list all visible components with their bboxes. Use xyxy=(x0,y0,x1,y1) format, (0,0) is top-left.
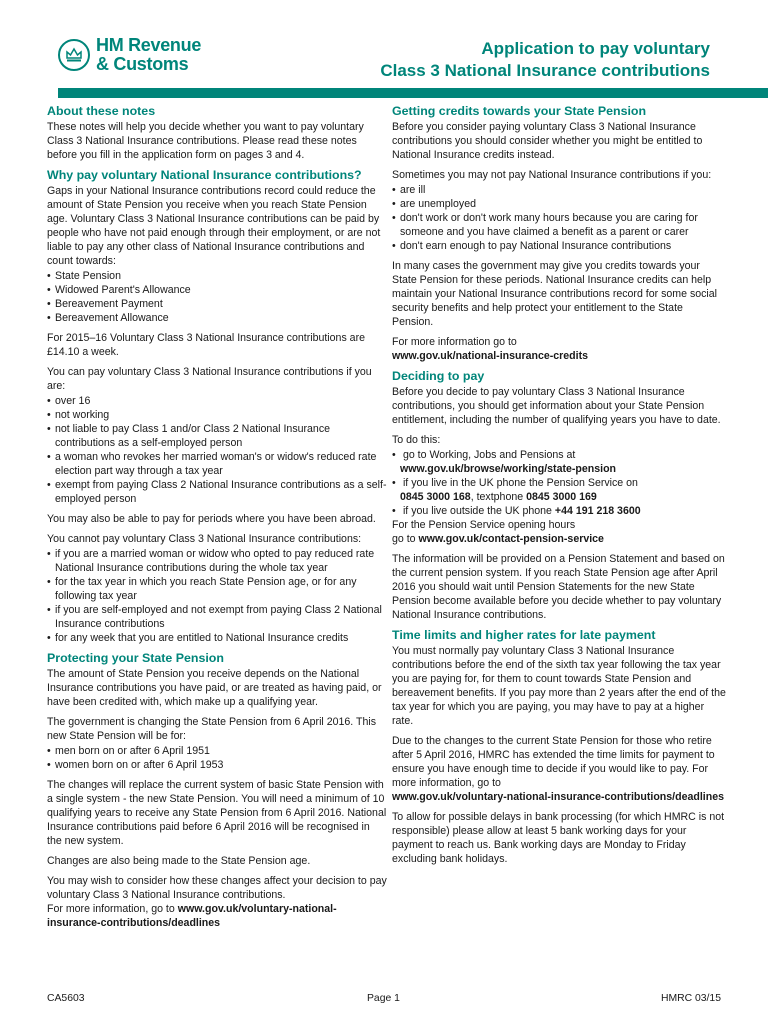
deciding-list xyxy=(392,448,727,518)
list-item: • Bereavement Payment xyxy=(47,297,387,311)
uk-phones xyxy=(400,490,727,504)
abroad-paragraph: You may also be able to pay for periods where you have been abroad. xyxy=(47,513,376,525)
cannot-pay-paragraph: You cannot pay voluntary Class 3 National Insurance contributions: xyxy=(47,533,362,545)
protect-paragraph: The amount of State Pension you receive depends on the National Insurance contributions you have paid, or are treated as having paid, or have been credited with, which make up a qualifying year. xyxy=(47,668,382,708)
list-item: • Bereavement Allowance xyxy=(47,311,387,325)
logo-text xyxy=(96,36,201,74)
uk-text: if you live in the UK phone the Pension Service on xyxy=(402,477,638,489)
list-item: • are ill xyxy=(392,183,727,197)
why-list xyxy=(47,269,387,325)
list-item xyxy=(392,504,727,518)
right-column xyxy=(392,104,727,872)
left-column xyxy=(47,104,387,930)
deciding-heading: Deciding to pay xyxy=(392,369,485,383)
credits-more-info xyxy=(392,335,727,363)
time-text: Due to the changes to the current State Pension for those who retire after 5 April 2016, HMRC has extended the time limits for payment to ensure you have enough time to decide if you would like to pay. For more information, go to xyxy=(392,735,715,789)
list-item: • not liable to pay Class 1 and/or Class 2 National Insurance contributions as a self-employed person xyxy=(47,422,387,450)
replace-paragraph: The changes will replace the current system of basic State Pension with a single system - the new State Pension. You will need a minimum of 10 qualifying years to receive any State Pension from 6 April 2016. National Insurance contributions paid before 6 April 2016 will be recognised in the new system. xyxy=(47,779,387,847)
time-deadlines-link[interactable]: www.gov.uk/voluntary-national-insurance-contributions/deadlines xyxy=(392,791,724,803)
time-heading: Time limits and higher rates for late payment xyxy=(392,628,656,642)
change-list xyxy=(47,744,387,772)
list-item: • over 16 xyxy=(47,394,387,408)
deadlines-link[interactable]: www.gov.uk/voluntary-national-insurance-contributions/deadlines xyxy=(47,903,337,929)
abroad-phone: +44 191 218 3600 xyxy=(554,505,641,517)
list-item xyxy=(392,448,727,476)
list-item: • exempt from paying Class 2 National Insurance contributions as a self-employed person xyxy=(47,478,387,506)
list-item: • State Pension xyxy=(47,269,387,283)
more-info-text: For more information, go to xyxy=(47,903,178,915)
go-text: go to Working, Jobs and Pensions at xyxy=(402,449,576,461)
list-item: • for any week that you are entitled to National Insurance credits xyxy=(47,631,387,645)
cannot-pay-list xyxy=(47,547,387,645)
why-heading: Why pay voluntary National Insurance contributions? xyxy=(47,168,362,182)
consider-paragraph xyxy=(47,874,387,930)
hours-go: go to xyxy=(392,533,419,545)
title-line1: Application to pay voluntary xyxy=(481,39,710,58)
credits-paragraph-3: In many cases the government may give you credits towards your State Pension for these periods. National Insurance credits can help maintain your National Insurance contributions record for some social security benefits and help protect your entitlement to the State Pension. xyxy=(392,260,718,328)
uk-textphone: 0845 3000 169 xyxy=(526,491,597,503)
header-rule xyxy=(58,88,768,98)
list-item: • Widowed Parent's Allowance xyxy=(47,283,387,297)
list-item: • if you are self-employed and not exempt from paying Class 2 National Insurance contributions xyxy=(47,603,387,631)
deciding-paragraph-1: Before you decide to pay voluntary Class 3 National Insurance contributions, you should get information about your State Pension entitlement, including the number of qualifying years you have to date. xyxy=(392,386,721,426)
can-pay-list xyxy=(47,394,387,506)
change-paragraph: The government is changing the State Pension from 6 April 2016. This new State Pension will be for: xyxy=(47,716,376,742)
list-item: • women born on or after 6 April 1953 xyxy=(47,758,387,772)
time-paragraph-1: You must normally pay voluntary Class 3 National Insurance contributions before the end of the sixth tax year following the tax year you are paying for, for them to count towards State Pension and bereavement benefits. If you pay more than 2 years after the end of the tax year for which you are paying, you may have to pay at a higher rate. xyxy=(392,645,726,727)
list-item xyxy=(392,476,727,504)
hours-paragraph xyxy=(392,518,727,546)
logo-line2: & Customs xyxy=(96,54,189,74)
about-heading: About these notes xyxy=(47,104,156,118)
credits-list xyxy=(392,183,727,253)
title-line2: Class 3 National Insurance contributions xyxy=(380,61,710,80)
state-pension-link[interactable]: www.gov.uk/browse/working/state-pension xyxy=(400,463,617,475)
hours-text: For the Pension Service opening hours xyxy=(392,519,576,531)
time-paragraph-2 xyxy=(392,734,727,804)
list-item: • men born on or after 6 April 1951 xyxy=(47,744,387,758)
age-paragraph: Changes are also being made to the State Pension age. xyxy=(47,855,311,867)
protect-heading: Protecting your State Pension xyxy=(47,651,224,665)
contact-pension-link[interactable]: www.gov.uk/contact-pension-service xyxy=(418,533,604,545)
credits-heading: Getting credits towards your State Pension xyxy=(392,104,647,118)
footer-form-code: CA5603 xyxy=(47,993,85,1004)
list-item: • a woman who revokes her married woman's or widow's reduced rate election part way through a tax year xyxy=(47,450,387,478)
deciding-paragraph-2: The information will be provided on a Pension Statement and based on the current pension system. If you reach State Pension age after April 2016 you should wait until Pension Statements for the new State Pension become available before you decide whether to pay voluntary National Insurance contributions. xyxy=(392,553,725,621)
list-item: • if you are a married woman or widow who opted to pay reduced rate National Insurance contributions during the whole tax year xyxy=(47,547,387,575)
credits-more-text: For more information go to xyxy=(392,336,517,348)
abroad-text: if you live outside the UK phone xyxy=(402,505,555,517)
credits-link[interactable]: www.gov.uk/national-insurance-credits xyxy=(392,350,589,362)
list-item: • not working xyxy=(47,408,387,422)
why-paragraph: Gaps in your National Insurance contributions record could reduce the amount of State Pension you receive when you reach State Pension age. Voluntary Class 3 National Insurance contributions can be paid by people who have not paid enough through their employment, or are not liable to pay any other class of National Insurance contributions and count towards: xyxy=(47,185,381,267)
footer-version: HMRC 03/15 xyxy=(660,993,721,1004)
hmrc-logo xyxy=(58,36,201,74)
page-title xyxy=(380,38,710,82)
list-item: • don't earn enough to pay National Insurance contributions xyxy=(392,239,727,253)
crown-crest-icon xyxy=(58,39,90,71)
about-paragraph: These notes will help you decide whether you want to pay voluntary Class 3 National Insurance contributions. Please read these notes before you fill in the application form on pages 3 and 4. xyxy=(47,121,364,161)
time-paragraph-3: To allow for possible delays in bank processing (for which HMRC is not responsible) please allow at least 5 bank working days for your payment to reach us. Bank working days are Monday to Friday excluding bank holidays. xyxy=(392,811,725,865)
credits-paragraph-1: Before you consider paying voluntary Class 3 National Insurance contributions you should consider whether you might be entitled to National Insurance credits instead. xyxy=(392,121,703,161)
footer-page-number: Page 1 xyxy=(367,993,400,1004)
list-item: • don't work or don't work many hours because you are caring for someone and you have claimed a benefit as a parent or carer xyxy=(392,211,727,239)
rate-paragraph: For 2015–16 Voluntary Class 3 National Insurance contributions are £14.10 a week. xyxy=(47,332,365,358)
textphone-label: , textphone xyxy=(470,491,527,503)
uk-phone: 0845 3000 168 xyxy=(400,491,471,503)
list-item: • are unemployed xyxy=(392,197,727,211)
credits-paragraph-2: Sometimes you may not pay National Insurance contributions if you: xyxy=(392,169,712,181)
consider-text: You may wish to consider how these changes affect your decision to pay voluntary Class 3 National Insurance contributions. xyxy=(47,875,387,901)
list-item: • for the tax year in which you reach State Pension age, or for any following tax year xyxy=(47,575,387,603)
can-pay-paragraph: You can pay voluntary Class 3 National Insurance contributions if you are: xyxy=(47,366,372,392)
logo-line1: HM Revenue xyxy=(96,35,202,55)
deciding-todo: To do this: xyxy=(392,434,441,446)
